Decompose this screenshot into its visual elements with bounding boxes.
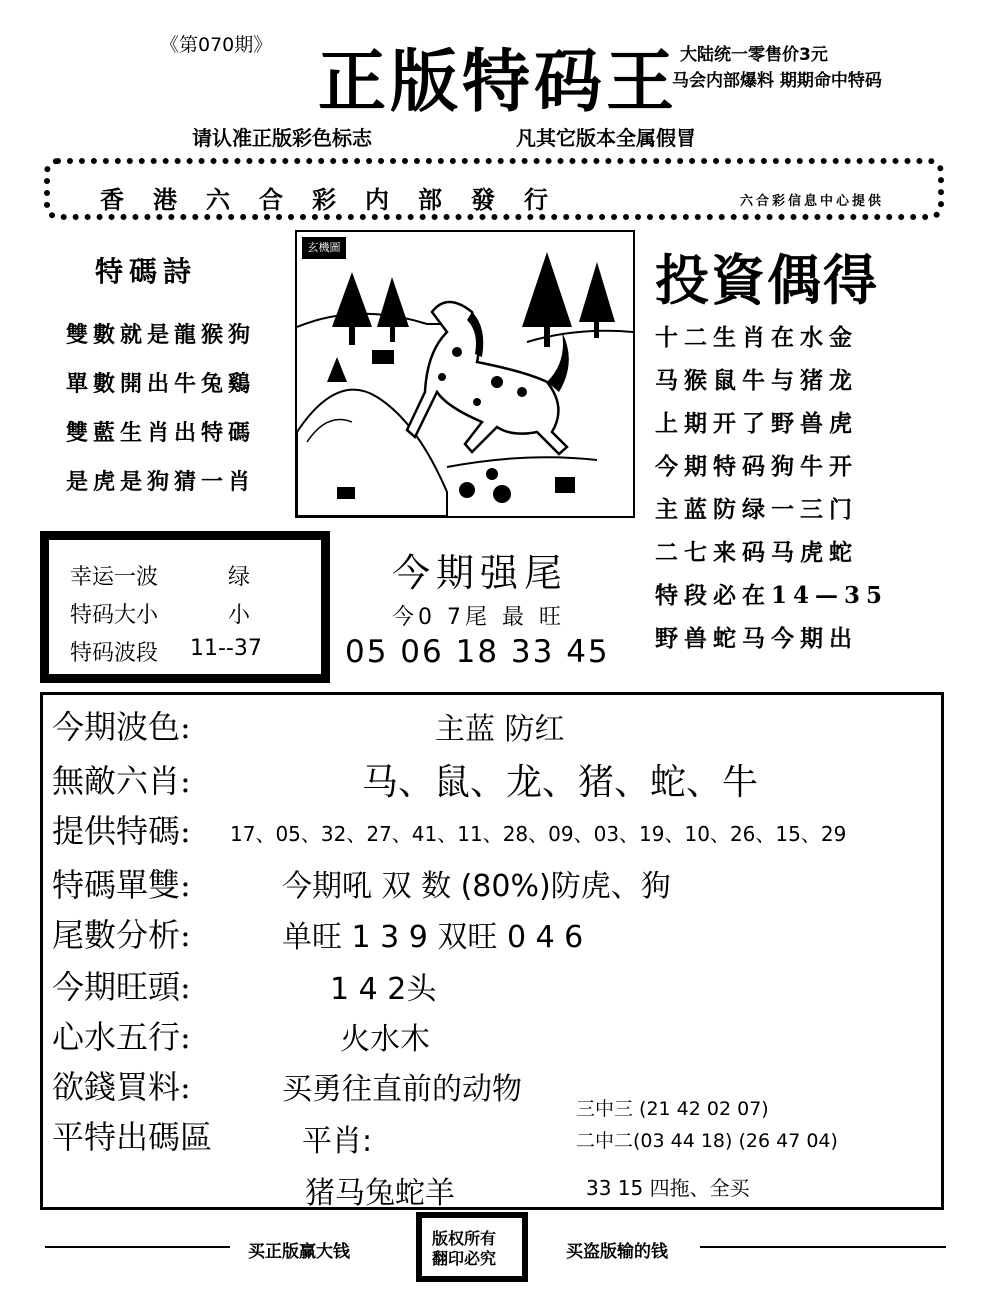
invest-line: 十二生肖在水金	[655, 324, 858, 351]
notice-right: 凡其它版本全属假冒	[516, 126, 696, 150]
element-label: 心水五行:	[52, 1018, 191, 1056]
two-hit: 二中二(03 44 18) (26 47 04)	[576, 1130, 838, 1152]
poem-line: 是虎是狗猜一肖	[66, 469, 256, 495]
lucky-range-value: 11--37	[190, 636, 262, 661]
flat-value: 猪马兔蛇羊	[305, 1176, 455, 1211]
lucky-range-label: 特码波段	[70, 641, 159, 666]
horse-illustration-icon	[295, 230, 635, 518]
issuer-note: 六合彩信息中心提供	[740, 194, 885, 209]
tail-value: 单旺 1 3 9 双旺 0 4 6	[282, 920, 584, 955]
issuer-text: 香港六合彩内部發行	[100, 185, 577, 214]
buy-value: 买勇往直前的动物	[282, 1072, 522, 1107]
lucky-wave-label: 幸运一波	[70, 565, 159, 590]
poem-title: 特碼詩	[95, 255, 198, 288]
flat-sub-label: 平肖:	[302, 1124, 373, 1159]
invest-line: 马猴鼠牛与猪龙	[655, 367, 858, 394]
oddeven-value: 今期吼 双 数 (80%)防虎、狗	[282, 869, 671, 904]
footer-right-text: 买盗版输的钱	[566, 1242, 668, 1262]
copyright-line1: 版权所有	[432, 1229, 497, 1248]
color-value: 主蓝 防红	[435, 712, 565, 747]
invest-line: 上期开了野兽虎	[655, 410, 858, 437]
special-value: 17、05、32、27、41、11、28、09、03、19、10、26、15、29	[230, 822, 847, 846]
issue-number: 《第070期》	[160, 34, 273, 56]
strong-tail-numbers: 05 06 18 33 45	[345, 634, 610, 670]
page-title: 正版特码王	[318, 42, 679, 122]
three-hit: 三中三 (21 42 02 07)	[576, 1098, 769, 1120]
strong-tail-title: 今期强尾	[392, 551, 569, 595]
flat-label: 平特出碼區	[52, 1118, 213, 1156]
invest-line: 主蓝防绿一三门	[655, 496, 858, 523]
lucky-size-value: 小	[228, 603, 251, 628]
notice-left: 请认准正版彩色标志	[192, 126, 372, 150]
invest-line: 特段必在14—35	[655, 582, 889, 609]
oddeven-label: 特碼單雙:	[52, 866, 191, 904]
invest-title: 投資偶得	[655, 248, 879, 312]
head-value: 1 4 2头	[330, 972, 437, 1007]
copyright-line2: 翻印必究	[432, 1249, 497, 1268]
invest-line: 野兽蛇马今期出	[655, 625, 858, 652]
lucky-wave-value: 绿	[228, 565, 251, 590]
tagline: 马会内部爆料 期期命中特码	[672, 71, 882, 91]
zodiac-label: 無敵六肖:	[52, 762, 191, 800]
special-label: 提供特碼:	[52, 812, 191, 850]
tail-label: 尾數分析:	[52, 916, 191, 954]
buy-label: 欲錢買料:	[52, 1068, 191, 1106]
element-value: 火水木	[340, 1022, 430, 1057]
zodiac-value: 马、鼠、龙、猪、蛇、牛	[362, 762, 759, 803]
poem-line: 雙藍生肖出特碼	[66, 420, 256, 446]
lucky-size-label: 特码大小	[70, 603, 159, 628]
horse-drawing	[297, 232, 633, 516]
invest-line: 二七来码马虎蛇	[655, 539, 858, 566]
drag-note: 33 15 四拖、全买	[586, 1176, 750, 1200]
footer-left-text: 买正版赢大钱	[248, 1242, 350, 1262]
poem-line: 雙數就是龍猴狗	[66, 322, 256, 348]
color-label: 今期波色:	[52, 708, 191, 746]
poem-line: 單數開出牛兔鷄	[66, 371, 256, 397]
footer-divider-left	[45, 1246, 230, 1248]
strong-tail-sub: 今0 7尾 最 旺	[392, 605, 565, 630]
invest-line: 今期特码狗牛开	[655, 453, 858, 480]
seal: 玄機圖	[302, 237, 346, 259]
head-label: 今期旺頭:	[52, 968, 191, 1006]
footer-divider-right	[700, 1246, 946, 1248]
retail-price: 大陆统一零售价3元	[680, 45, 828, 65]
